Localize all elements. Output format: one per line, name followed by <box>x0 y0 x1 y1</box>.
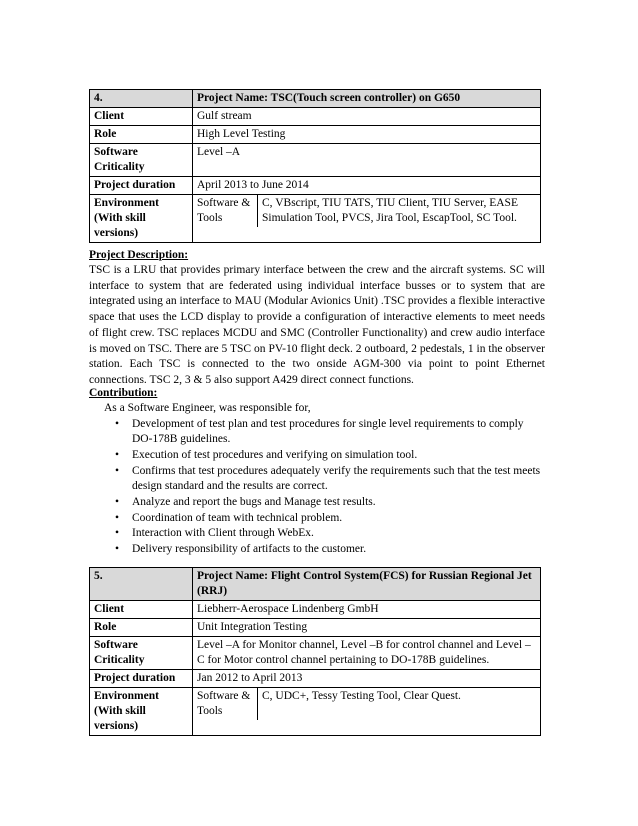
project-4-duration-row <box>90 177 541 195</box>
tools-value: C, UDC+, Tessy Testing Tool, Clear Quest. <box>262 690 461 702</box>
duration-value: Jan 2012 to April 2013 <box>193 670 541 688</box>
role-value: Unit Integration Testing <box>193 619 541 637</box>
list-item: • Development of test plan and test procedures for single level requirements to comply DO-178B guidelines. <box>115 417 524 446</box>
contribution-section <box>89 386 545 558</box>
environment-cell <box>193 688 541 736</box>
criticality-label: Software Criticality <box>90 144 193 177</box>
criticality-value: Level –A <box>193 144 541 177</box>
environment-label: Environment (With skill versions) <box>90 688 193 736</box>
list-item: • Delivery responsibility of artifacts to the customer. <box>89 542 545 558</box>
bullet-icon: • <box>115 464 120 477</box>
project-4-criticality-row <box>90 144 541 177</box>
duration-value: April 2013 to June 2014 <box>193 177 541 195</box>
project-description-section <box>89 248 545 389</box>
client-label: Client <box>90 601 193 619</box>
tools-label: Software & Tools <box>193 195 258 227</box>
project-5-role-row <box>90 619 541 637</box>
environment-inner-table <box>193 688 540 720</box>
project-5-name: Project Name: Flight Control System(FCS) for Russian Regional Jet (RRJ) <box>193 568 541 601</box>
role-value: High Level Testing <box>193 126 541 144</box>
list-item: • Execution of test procedures and verifying on simulation tool. <box>89 448 545 464</box>
bullet-icon: • <box>115 496 120 509</box>
client-value: Gulf stream <box>193 108 541 126</box>
role-label: Role <box>90 126 193 144</box>
environment-label: Environment (With skill versions) <box>90 195 193 243</box>
contribution-heading: Contribution: <box>89 387 158 399</box>
contribution-intro: As a Software Engineer, was responsible for, <box>104 402 311 414</box>
list-item: • Analyze and report the bugs and Manage test results. <box>89 495 545 511</box>
list-item: • Confirms that test procedures adequately verify the requirements such that the test meets design standard and the results are correct. <box>115 464 541 493</box>
list-item: • Interaction with Client through WebEx. <box>89 526 545 542</box>
duration-label: Project duration <box>90 670 193 688</box>
project-5-client-row <box>90 601 541 619</box>
project-4-name: Project Name: TSC(Touch screen controller) on G650 <box>193 90 541 108</box>
criticality-value: Level –A for Monitor channel, Level –B for control channel and Level – C for Motor control channel pertaining to DO-178B guidelines. <box>193 637 541 670</box>
project-4-environment-row <box>90 195 541 243</box>
project-5-table <box>89 567 541 736</box>
bullet-icon: • <box>115 448 120 461</box>
project-description-heading: Project Description: <box>89 249 189 261</box>
project-4-header-row <box>90 90 541 108</box>
criticality-label: Software Criticality <box>90 637 193 670</box>
project-5-number: 5. <box>90 568 193 601</box>
environment-cell <box>193 195 541 243</box>
client-label: Client <box>90 108 193 126</box>
project-4-number: 4. <box>90 90 193 108</box>
bullet-icon: • <box>115 527 120 540</box>
client-value: Liebherr-Aerospace Lindenberg GmbH <box>193 601 541 619</box>
project-5-header-row <box>90 568 541 601</box>
contribution-list <box>89 417 545 558</box>
project-4-table <box>89 89 541 243</box>
tools-value: C, VBscript, TIU TATS, TIU Client, TIU Server, EASE Simulation Tool, PVCS, Jira Tool, EscapTool, SC Tool. <box>262 197 518 224</box>
bullet-icon: • <box>115 543 120 556</box>
role-label: Role <box>90 619 193 637</box>
list-item: • Coordination of team with technical problem. <box>89 511 545 527</box>
project-4-role-row <box>90 126 541 144</box>
environment-inner-table <box>193 195 540 227</box>
duration-label: Project duration <box>90 177 193 195</box>
bullet-icon: • <box>115 417 120 430</box>
project-5-duration-row <box>90 670 541 688</box>
project-description-text: TSC is a LRU that provides primary interface between the crew and the aircraft systems. SC will interface to system that are federated using individual interface busses or to system that are integrated using an interface to MAU (Modular Avionics Unit) .TSC provides a flexible interactive space that uses the LCD display to provide a configuration of interactive elements to meet needs of flight crew. TSC replaces MCDU and SMC (Controller Functionality) and crew audio interface is moved on TSC. There are 5 TSC on PV-10 flight deck. 2 outboard, 2 pedestals, 1 in the observer station. Each TSC is connected to the two onside AGM-300 via point to point Ethernet connections. TSC 2, 3 & 5 also support A429 direct connect functions. <box>89 264 545 386</box>
tools-label: Software & Tools <box>193 688 258 720</box>
project-4-client-row <box>90 108 541 126</box>
project-5-environment-row <box>90 688 541 736</box>
bullet-icon: • <box>115 511 120 524</box>
project-5-criticality-row <box>90 637 541 670</box>
